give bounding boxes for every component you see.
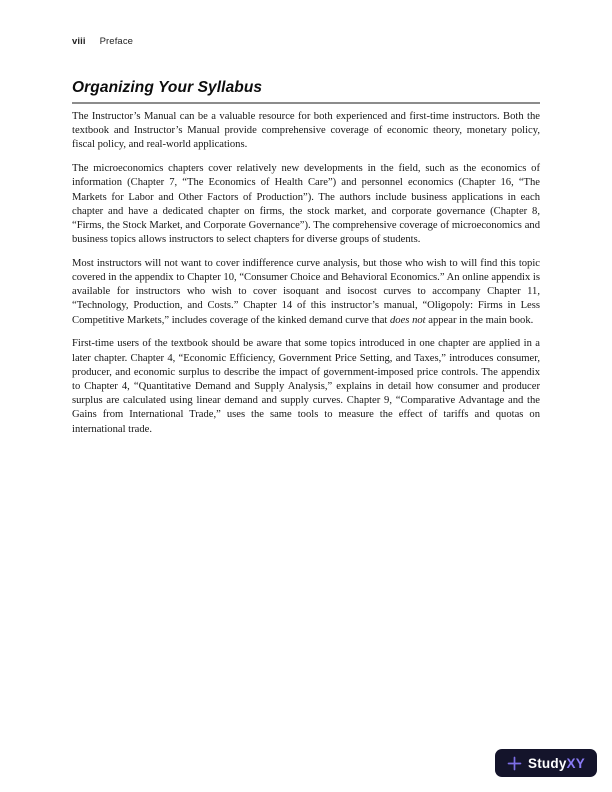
paragraph	[72, 110, 540, 153]
emphasized-text: does not	[390, 314, 426, 326]
paragraph-text: First-time users of the textbook should be aware that some topics introduced in one chapter are applied in a later chapter. Chapter 4, “Economic Efficiency, Government Price Setting, and Taxes,” introduces consumer, producer, and economic surplus to describe the impact of government-imposed price controls. The appendix to Chapter 4, “Quantitative Demand and Supply Analysis,” explains in detail how consumer and producer surplus are calculated using linear demand and supply curves. Chapter 9, “Comparative Advantage and the Gains from International Trade,” uses the same tools to measure the effect of tariffs and quotas on international trade.	[72, 338, 540, 435]
heading-divider	[72, 102, 540, 104]
brand-wordmark	[528, 756, 585, 771]
paragraph	[72, 162, 540, 247]
page-number: viii	[72, 36, 86, 47]
paragraph	[72, 257, 540, 328]
section-heading: Organizing Your Syllabus	[72, 79, 263, 96]
plus-icon	[507, 756, 522, 771]
paragraph-text: appear in the main book.	[425, 314, 534, 326]
running-header	[72, 36, 133, 47]
paragraph-text: Most instructors will not want to cover indifference curve analysis, but those who wish to will find this topic covered in the appendix to Chapter 10, “Consumer Choice and Behavioral Economics.” An online appendix is available for instructors who wish to cover isoquant and isocost curves to accompany Chapter 11, “Technology, Production, and Costs.” Chapter 14 of this instructor’s manual, “Oligopoly: Firms in Less Competitive Markets,” includes coverage of the kinked demand curve that	[72, 257, 540, 326]
paragraph-text: The microeconomics chapters cover relatively new developments in the field, such as the economics of information (Chapter 7, “The Economics of Health Care”) and personnel economics (Chapter 16, “The Markets for Labor and Other Factors of Production”). The authors include business applications in each chapter and have a dedicated chapter on firms, the stock market, and corporate governance (Chapter 8, “Firms, the Stock Market, and Corporate Governance”). The comprehensive coverage of microeconomics and business topics allows instructors to select chapters for diverse groups of students.	[72, 163, 540, 246]
brand-name: Study	[528, 755, 567, 771]
paragraph	[72, 337, 540, 436]
body-text	[72, 110, 540, 446]
paragraph-text: The Instructor’s Manual can be a valuable resource for both experienced and first-time instructors. Both the textbook and Instructor’s Manual provide comprehensive coverage of economic theory, monetary policy, fiscal policy, and real-world applications.	[72, 111, 540, 151]
header-section-label: Preface	[99, 36, 134, 47]
brand-suffix: XY	[566, 755, 585, 771]
studyxy-badge	[495, 749, 597, 777]
